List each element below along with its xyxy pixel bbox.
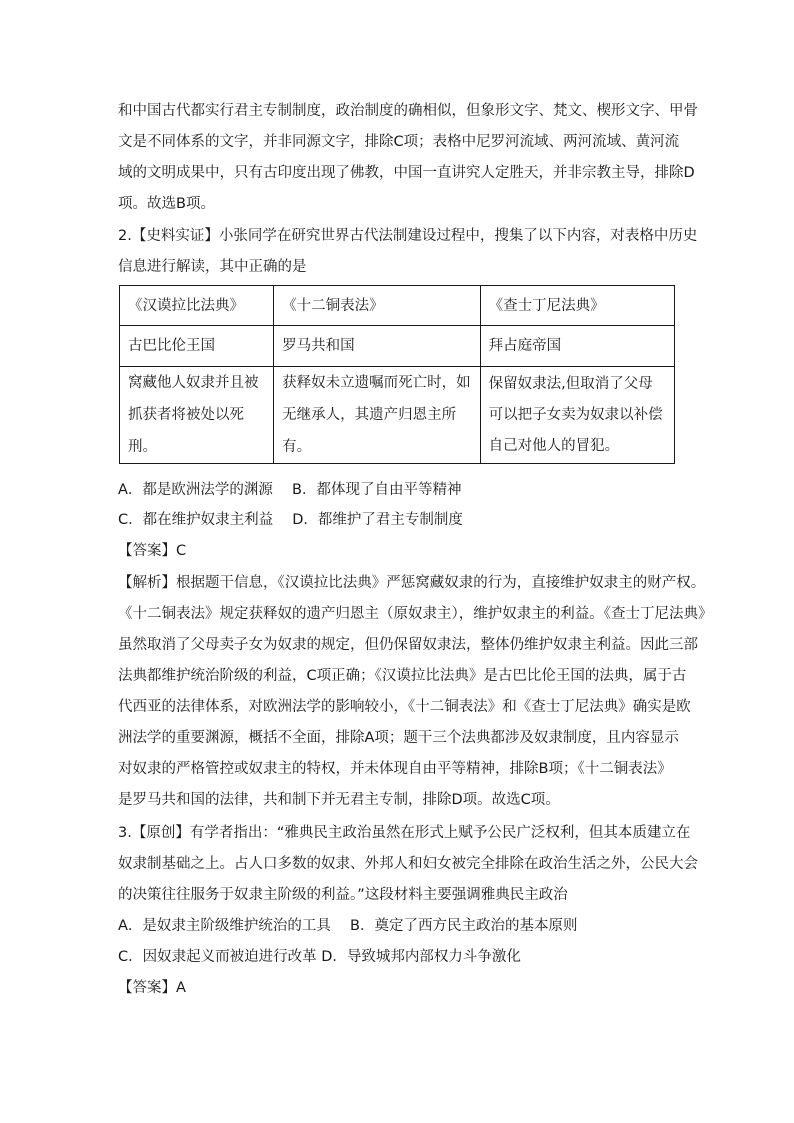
- question-2-answer: 【答案】C: [118, 543, 187, 559]
- text-line: 和中国古代都实行君主专制制度，政治制度的确相似，但象形文字、梵文、楔形文字、甲骨: [118, 103, 698, 119]
- question-3-stem: 奴隶制基础之上。占人口多数的奴隶、外邦人和妇女被完全排除在政治生活之外，公民大会: [118, 856, 698, 872]
- analysis-line: 【解析】根据题干信息，《汉谟拉比法典》严惩窝藏奴隶的行为，直接维护奴隶主的财产权。: [118, 575, 706, 591]
- question-2-stem: 2.【史料实证】小张同学在研究世界古代法制建设过程中，搜集了以下内容，对表格中历史: [118, 228, 698, 244]
- table-cell: 《查士丁尼法典》: [480, 286, 674, 326]
- table-cell: 罗马共和国: [274, 326, 480, 367]
- question-3-stem: 3.【原创】有学者指出：“雅典民主政治虽然在形式上赋予公民广泛权利，但其本质建立在: [118, 825, 691, 841]
- analysis-line: 代西亚的法律体系，对欧洲法学的影响较小，《十二铜表法》和《查士丁尼法典》确实是欧: [118, 699, 691, 715]
- text-line: 文是不同体系的文字，并非同源文字，排除C项；表格中尼罗河流域、两河流域、黄河流: [118, 134, 680, 150]
- analysis-line: 对奴隶的严格管控或奴隶主的特权，并未体现自由平等精神，排除B项；《十二铜表法》: [118, 761, 672, 777]
- text-line: 项。故选B项。: [118, 196, 215, 212]
- table-cell: [120, 367, 274, 464]
- table-row: [120, 367, 675, 464]
- question-3-options: A．是奴隶主阶级维护统治的工具 B．奠定了西方民主政治的基本原则: [118, 918, 578, 934]
- analysis-line: 虽然取消了父母卖子女为奴隶的规定，但仍保留奴隶法，整体仍维护奴隶主利益。因此三部: [118, 637, 698, 653]
- table-cell: [480, 367, 674, 464]
- table-cell: 古巴比伦王国: [120, 326, 274, 367]
- cell-text: 窝藏他人奴隶并且被抓获者将被处以死刑。: [128, 375, 259, 455]
- cell-text: 获释奴未立遗嘱而死亡时，如无继承人，其遗产归恩主所有。: [282, 375, 471, 455]
- table-row: [120, 326, 675, 367]
- analysis-line: 法典都维护统治阶级的利益，C项正确；《汉谟拉比法典》是古巴比伦王国的法典，属于古: [118, 668, 687, 684]
- question-3-stem: 的决策往往服务于奴隶主阶级的利益。”这段材料主要强调雅典民主政治: [118, 887, 568, 903]
- question-3-answer: 【答案】A: [118, 980, 186, 996]
- analysis-line: 洲法学的重要渊源，概括不全面，排除A项；题干三个法典都涉及奴隶制度，且内容显示: [118, 730, 679, 746]
- table-cell: [274, 367, 480, 464]
- text-line: 域的文明成果中，只有古印度出现了佛教，中国一直讲究人定胜天，并非宗教主导，排除D: [118, 165, 695, 181]
- analysis-line: 《十二铜表法》规定获释奴的遗产归恩主（原奴隶主），维护奴隶主的利益。《查士丁尼法典》: [118, 606, 713, 622]
- question-3-options: C．因奴隶起义而被迫进行改革 D．导致城邦内部权力斗争激化: [118, 949, 521, 965]
- table-cell: 《十二铜表法》: [274, 286, 480, 326]
- table-row: [120, 286, 675, 326]
- question-2-options: A．都是欧洲法学的渊源 B．都体现了自由平等精神: [118, 482, 462, 498]
- cell-text: 保留奴隶法,但取消了父母可以把子女卖为奴隶以补偿自己对他人的冒犯。: [488, 375, 663, 454]
- table-cell: 拜占庭帝国: [480, 326, 674, 367]
- table-cell: 《汉谟拉比法典》: [120, 286, 274, 326]
- analysis-line: 是罗马共和国的法律，共和制下并无君主专制，排除D项。故选C项。: [118, 792, 560, 808]
- question-2-options: C．都在维护奴隶主利益 D．都维护了君主专制制度: [118, 512, 463, 528]
- law-code-table: [119, 285, 675, 464]
- question-2-stem: 信息进行解读，其中正确的是: [118, 259, 307, 275]
